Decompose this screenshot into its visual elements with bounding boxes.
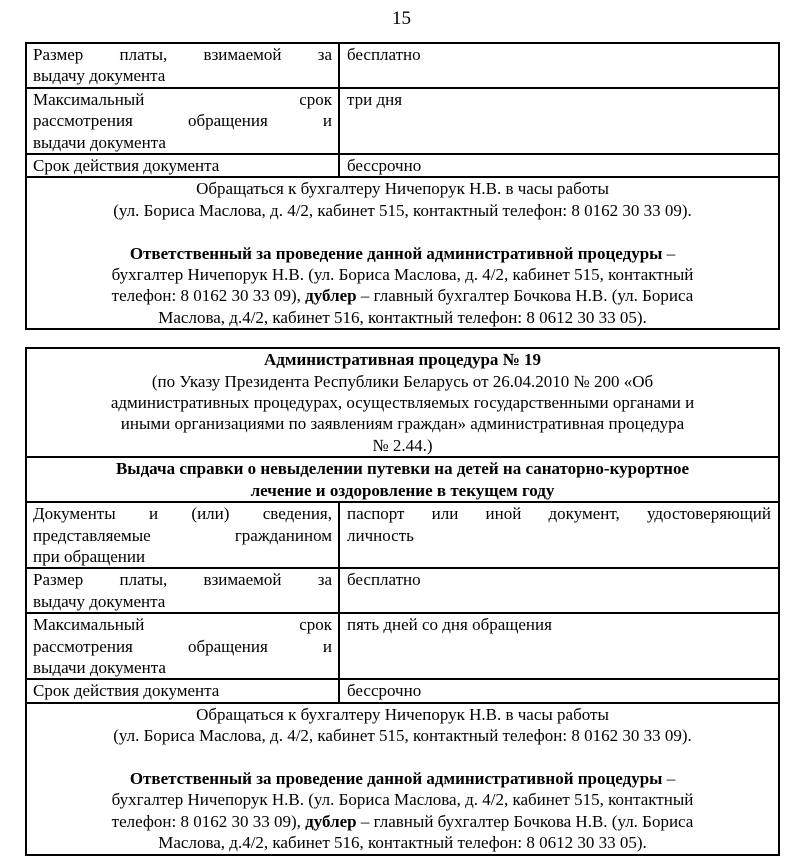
- procedure-table-continued: [25, 42, 780, 330]
- value-line: бесплатно: [347, 570, 421, 590]
- contact-line: телефон: 8 0162 30 33 09), дублер – главный бухгалтер Бочкова Н.В. (ул. Бориса: [111, 286, 694, 306]
- table-row: [26, 568, 779, 613]
- table-row: [26, 502, 779, 568]
- label-line: выдачу документа: [33, 591, 166, 611]
- table-row: [26, 88, 779, 154]
- procedure-name-line: Выдача справки о невыделении путевки на детей на санаторно-курортное: [115, 459, 690, 479]
- procedure-name-cell: [26, 457, 779, 502]
- contact-line: бухгалтер Ничепорук Н.В. (ул. Бориса Маслова, д. 4/2, кабинет 515, контактный: [111, 265, 694, 285]
- table-row: [26, 703, 779, 855]
- procedure-19-table: [25, 347, 780, 855]
- table-row: [26, 177, 779, 329]
- value-cell: [339, 154, 779, 177]
- table-row: [26, 43, 779, 88]
- label-line: при обращении: [33, 546, 146, 566]
- table-row: [26, 457, 779, 502]
- table-row: [26, 679, 779, 702]
- value-cell: [339, 88, 779, 154]
- contact-line: Обращаться к бухгалтеру Ничепорук Н.В. в часы работы: [196, 704, 609, 724]
- value-cell: [339, 568, 779, 613]
- contact-line: Ответственный за проведение данной административной процедуры –: [129, 768, 676, 788]
- contact-line: (ул. Бориса Маслова, д. 4/2, кабинет 515, контактный телефон: 8 0162 30 33 09).: [113, 726, 692, 746]
- label-line: выдачу документа: [33, 66, 166, 86]
- table-row: [26, 613, 779, 679]
- label-cell: [26, 568, 339, 613]
- label-line: рассмотрения обращения и: [33, 111, 332, 131]
- table-row: [26, 348, 779, 457]
- label-cell: [26, 613, 339, 679]
- procedure-subtitle-line: (по Указу Президента Республики Беларусь от 26.04.2010 № 200 «Об: [151, 371, 654, 391]
- value-line: бесплатно: [347, 45, 421, 64]
- value-cell: [339, 502, 779, 568]
- label-line: рассмотрения обращения и: [33, 636, 332, 656]
- value-line: пять дней со дня обращения: [347, 615, 552, 635]
- value-line: бессрочно: [347, 681, 422, 701]
- procedure-subtitle-line: иными организациями по заявлениям граждан» административная процедура: [120, 414, 685, 434]
- label-line: Документы и (или) сведения,: [33, 504, 332, 524]
- value-cell: [339, 613, 779, 679]
- label-line: Срок действия документа: [33, 156, 220, 176]
- contact-line: Ответственный за проведение данной административной процедуры –: [129, 243, 676, 263]
- value-cell: [339, 679, 779, 702]
- contact-footer-cell: [26, 177, 779, 329]
- contact-line: Маслова, д.4/2, кабинет 516, контактный телефон: 8 0612 30 33 05).: [158, 307, 647, 327]
- label-cell: [26, 154, 339, 177]
- label-line: выдачи документа: [33, 657, 166, 677]
- value-line: паспорт или иной документ, удостоверяющий: [347, 504, 772, 524]
- label-cell: [26, 679, 339, 702]
- procedure-header-cell: [26, 348, 779, 457]
- label-line: представляемые гражданином: [33, 525, 332, 545]
- label-cell: [26, 43, 339, 88]
- label-line: Размер платы, взимаемой за: [33, 45, 332, 64]
- label-cell: [26, 88, 339, 154]
- value-line: три дня: [347, 89, 403, 109]
- contact-line: бухгалтер Ничепорук Н.В. (ул. Бориса Маслова, д. 4/2, кабинет 515, контактный: [111, 790, 694, 810]
- contact-line: (ул. Бориса Маслова, д. 4/2, кабинет 515, контактный телефон: 8 0162 30 33 09).: [113, 200, 692, 220]
- procedure-title: Административная процедура № 19: [263, 350, 542, 370]
- contact-footer-cell: [26, 703, 779, 855]
- page-number: 15: [392, 8, 411, 29]
- table-row: [26, 154, 779, 177]
- label-line: Максимальный срок: [33, 89, 332, 109]
- contact-line: Маслова, д.4/2, кабинет 516, контактный телефон: 8 0612 30 33 05).: [158, 833, 647, 853]
- label-line: Максимальный срок: [33, 615, 332, 635]
- contact-line: Обращаться к бухгалтеру Ничепорук Н.В. в часы работы: [196, 179, 609, 199]
- procedure-subtitle-line: № 2.44.): [372, 435, 433, 455]
- label-line: Срок действия документа: [33, 681, 220, 701]
- procedure-subtitle-line: административных процедурах, осуществляемых государственными органами и: [110, 393, 695, 413]
- contact-line: телефон: 8 0162 30 33 09), дублер – главный бухгалтер Бочкова Н.В. (ул. Бориса: [111, 811, 694, 831]
- contact-line-blank: [33, 221, 772, 242]
- contact-line-blank: [33, 747, 772, 768]
- value-line: личность: [347, 525, 414, 545]
- label-cell: [26, 502, 339, 568]
- procedure-name-line: лечение и оздоровление в текущем году: [250, 480, 555, 500]
- value-line: бессрочно: [347, 156, 422, 176]
- label-line: выдачи документа: [33, 132, 166, 152]
- value-cell: [339, 43, 779, 88]
- label-line: Размер платы, взимаемой за: [33, 570, 332, 590]
